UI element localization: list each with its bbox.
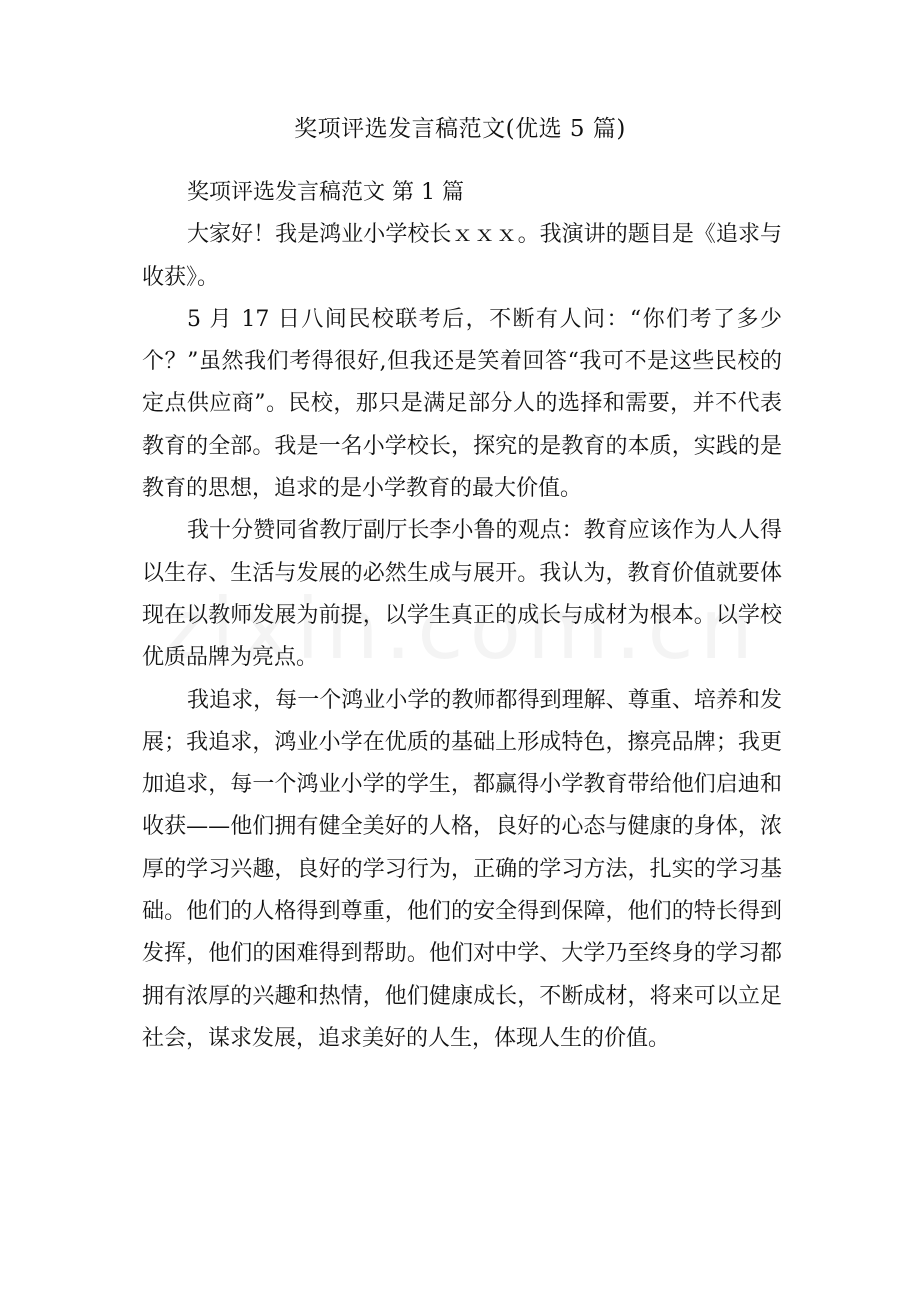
paragraph: 我追求，每一个鸿业小学的教师都得到理解、尊重、培养和发展；我追求，鸿业小学在优质的基础上形成特色，擦亮品牌；我更加追求，每一个鸿业小学的学生，都赢得小学教育带给他们启迪和收获——他们拥有健全美好的人格，良好的心态与健康的身体，浓厚的学习兴趣，良好的学习行为，正确的学习方法，扎实的学习基础。他们的人格得到尊重，他们的安全得到保障，他们的特长得到发挥，他们的困难得到帮助。他们对中学、大学乃至终身的学习都拥有浓厚的兴趣和热情，他们健康成长，不断成材，将来可以立足社会，谋求发展，追求美好的人生，体现人生的价值。 <box>142 687 782 1051</box>
document-title: 奖项评选发言稿范文(优选 5 篇) <box>294 116 626 142</box>
paragraph: 我十分赞同省教厅副厅长李小鲁的观点：教育应该作为人人得以生存、生活与发展的必然生成与展开。我认为，教育价值就要体现在以教师发展为前提，以学生真正的成长与成材为根本。以学校优质品牌为亮点。 <box>142 518 782 671</box>
paragraph: 大家好！我是鸿业小学校长ｘｘｘ。我演讲的题目是《追求与收获》。 <box>142 222 782 290</box>
document-body <box>142 172 782 1060</box>
section-heading: 奖项评选发言稿范文 第 1 篇 <box>187 180 464 205</box>
paragraph: 5 月 17 日八间民校联考后，不断有人问：“你们考了多少个？”虽然我们考得很好,但我还是笑着回答“我可不是这些民校的定点供应商”。民校，那只是满足部分人的选择和需要，并不代表教育的全部。我是一名小学校长，探究的是教育的本质，实践的是教育的思想，追求的是小学教育的最大价值。 <box>142 306 782 502</box>
